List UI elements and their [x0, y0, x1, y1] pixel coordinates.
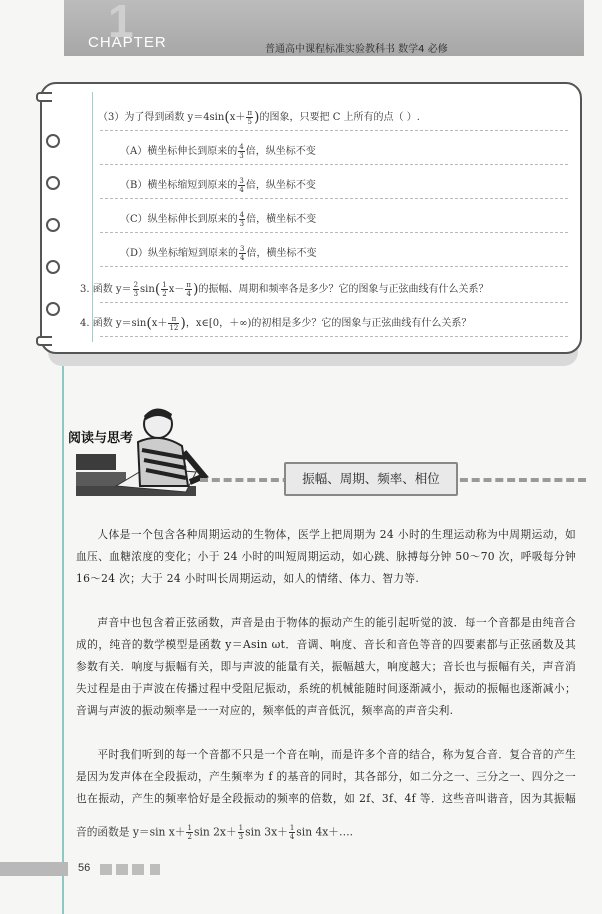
- section-title: 振幅、周期、频率、相位: [284, 462, 458, 496]
- binder-ring-icon: [36, 336, 52, 346]
- option-a-denominator: 3: [239, 152, 244, 160]
- chapter-label: CHAPTER: [88, 34, 167, 51]
- option-d-text: （D）纵坐标缩短到原来的: [120, 248, 239, 259]
- sound-formula: [76, 824, 353, 841]
- binder-ring-icon: [36, 92, 52, 102]
- q3-stem-suffix: 的图象，只要把 C 上所有的点（ ）.: [259, 112, 420, 123]
- footer-square-icon: [132, 864, 144, 875]
- card-margin-line: [92, 92, 93, 342]
- q-coef-numerator: 2: [133, 281, 139, 289]
- option-b-denominator: 4: [239, 186, 244, 194]
- q3-stem-prefix: （3）为了得到函数 y＝4sin: [98, 112, 225, 123]
- f3-numerator: 1: [289, 824, 295, 832]
- book-title: 普通高中课程标准实验教科书 数学4 必修: [265, 44, 448, 55]
- f2-term: sin 3x＋: [245, 825, 288, 839]
- option-b-text: （B）横坐标缩短到原来的: [120, 180, 238, 191]
- page-number: 56: [78, 862, 91, 874]
- option-b-numerator: 3: [239, 177, 244, 185]
- option-c: [120, 210, 316, 228]
- q-sin: sin: [140, 284, 155, 295]
- ruled-line: [100, 198, 568, 200]
- q-half-numerator: 1: [162, 281, 167, 289]
- binder-hole-icon: [46, 218, 60, 232]
- option-d-numerator: 3: [240, 245, 245, 253]
- q-pi-denominator: 4: [186, 290, 191, 298]
- option-a-numerator: 4: [239, 143, 244, 151]
- q5-prefix: 4. 函数 y＝sin: [80, 318, 147, 329]
- option-a-text: （A）横坐标伸长到原来的: [120, 146, 238, 157]
- ruled-line: [100, 266, 568, 268]
- ruled-line: [100, 164, 568, 166]
- q3-frac-numerator: π: [247, 109, 253, 117]
- f3-denominator: 4: [289, 833, 295, 841]
- chapter-number: 1: [108, 0, 134, 47]
- paragraph-3: 平时我们听到的每一个音都不只是一个音在响，而是许多个音的结合，称为复合音．复合音的产生是因为发声体在全段振动，产生频率为 f 的基音的同时，其各部分，如二分之一、三分之一、四分之一也在振动，产生的频率恰好是全段振动的频率的倍数，如 2f、3f、4f 等．这些音叫谐音，因为其振幅: [76, 748, 576, 805]
- f2-numerator: 1: [238, 824, 244, 832]
- footer-square-icon: [100, 864, 112, 875]
- ruled-line: [100, 336, 568, 338]
- q-coef-denominator: 3: [133, 290, 139, 298]
- f3-term: sin 4x＋….: [296, 825, 354, 839]
- question-3-function: 3. 函数 y＝ $\frac{2}{3}$ sin( $\frac{1}{2}$ x－ $\frac{\pi}{4}$ )的振幅、周期和频率各是多少？它的图象与正弦曲线有什么关系？: [80, 281, 489, 298]
- margin-rule: [62, 360, 64, 914]
- ruled-line: [100, 130, 568, 132]
- binder-hole-icon: [46, 134, 60, 148]
- f2-denominator: 3: [238, 833, 244, 841]
- q5-x-plus: x＋: [151, 318, 168, 329]
- binder-hole-icon: [46, 176, 60, 190]
- q3-frac-denominator: 5: [247, 118, 252, 126]
- binder-hole-icon: [46, 302, 60, 316]
- option-d: [120, 244, 317, 262]
- q3-fraction: [246, 109, 253, 126]
- ruled-line: [100, 232, 568, 234]
- badge-label: 阅读与思考: [68, 431, 134, 446]
- question-3-stem: （3）为了得到函数 y＝4sin(x＋ $\frac{\pi}{5}$ )的图象，只要把 C 上所有的点（ ）.: [98, 109, 420, 126]
- option-c-text: （C）纵坐标伸长到原来的: [120, 214, 238, 225]
- q-function-prefix: 3. 函数 y＝: [80, 284, 132, 295]
- f1-denominator: 2: [187, 833, 192, 841]
- q-half-denominator: 2: [162, 290, 167, 298]
- q5-pi-numerator: π: [168, 315, 179, 324]
- f1-term: sin 2x＋: [193, 825, 237, 839]
- footer-square-icon: [150, 864, 160, 875]
- option-c-numerator: 4: [239, 211, 245, 219]
- footer-square-icon: [116, 864, 128, 875]
- option-b-suffix: 倍，纵坐标不变: [245, 180, 316, 191]
- option-a: [120, 142, 316, 160]
- q-function-suffix: 的振幅、周期和频率各是多少？它的图象与正弦曲线有什么关系？: [198, 284, 489, 295]
- formula-lead: 音的函数是: [76, 825, 130, 839]
- option-c-suffix: 倍，横坐标不变: [246, 214, 317, 225]
- option-b: [120, 176, 316, 194]
- exercise-card: [40, 82, 582, 354]
- q5-suffix: ，x∈[0，＋∞)的初相是多少？它的图象与正弦曲线有什么关系？: [185, 318, 472, 329]
- paragraph-1: 人体是一个包含各种周期运动的生物体，医学上把周期为 24 小时的生理运动称为中周期运动，如血压、血糖浓度的变化；小于 24 小时的叫短周期运动，如心跳、脉搏每分钟 50～70 次，呼吸每分钟 16～24 次；大于 24 小时叫长周期运动，如人的情绪、体力、智力等.: [76, 528, 576, 585]
- footer-bar: [0, 862, 68, 876]
- option-d-denominator: 4: [240, 254, 245, 262]
- f1-numerator: 1: [187, 824, 192, 832]
- q5-pi-denominator: 12: [169, 324, 179, 332]
- option-d-suffix: 倍，横坐标不变: [246, 248, 317, 259]
- reading-boy-illustration: [76, 402, 226, 502]
- ruled-line: [100, 302, 568, 304]
- binder-hole-icon: [46, 260, 60, 274]
- q-pi-numerator: π: [186, 281, 191, 289]
- question-4-function: 4. 函数 y＝sin(x＋ $\frac{\pi}{12}$ )，x∈[0，＋∞)的初相是多少？它的图象与正弦曲线有什么关系？: [80, 315, 472, 332]
- formula-prefix: y＝sin x＋: [132, 825, 186, 839]
- option-a-suffix: 倍，纵坐标不变: [245, 146, 316, 157]
- option-c-denominator: 3: [239, 220, 245, 228]
- paragraph-2: 声音中也包含着正弦函数，声音是由于物体的振动产生的能引起听觉的波．每一个音都是由纯音合成的，纯音的数学模型是函数 y＝Asin ωt．音调、响度、音长和音色等音的四要素都与正弦函数及其参数有关．响度与振幅有关，即与声波的能量有关，振幅越大，响度越大；音长也与振幅有关，声音消失过程是由于声波在传播过程中受阻尼振动，系统的机械能随时间逐渐减小，振动的振幅也逐渐减小；音调与声波的振动频率是一一对应的，频率低的声音低沉，频率高的声音尖利.: [76, 616, 576, 717]
- q-x-minus: x－: [168, 284, 185, 295]
